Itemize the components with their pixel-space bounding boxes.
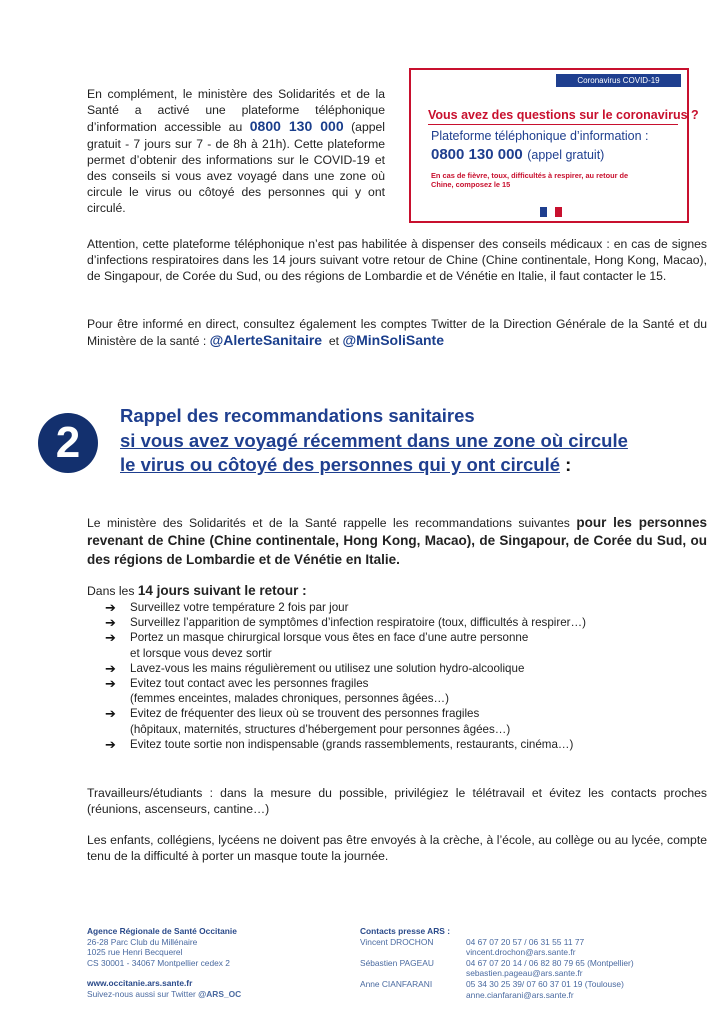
footer-address-line1: 26-28 Parc Club du Millénaire — [87, 936, 198, 947]
workers-paragraph: Travailleurs/étudiants : dans la mesure du possible, privilégiez le télétravail et évitez les contacts proches (réunions, ascenseurs, cantine…) — [87, 786, 707, 817]
intro-paragraph — [87, 86, 385, 217]
arrow-right-icon: ➔ — [105, 600, 116, 615]
recommendation-text: Evitez de fréquenter des lieux où se trouvent des personnes fragiles (hôpitaux, maternités, structures d’hébergement pour personnes âgées…) — [130, 707, 511, 736]
footer-twitter-prefix: Suivez-nous aussi sur Twitter — [87, 988, 199, 999]
arrow-right-icon: ➔ — [105, 706, 116, 722]
twitter-and: et — [328, 334, 340, 349]
recommendations-list — [105, 600, 665, 752]
footer-agency — [87, 926, 317, 1000]
flag-stripe-red — [555, 207, 562, 217]
footer-address-line2: 1025 rue Henri Becquerel — [87, 947, 183, 958]
hotline-number: 0800 130 000 — [249, 118, 344, 135]
recommendation-item — [105, 661, 665, 676]
recommendation-item — [105, 706, 665, 736]
infobox-question: Vous avez des questions sur le coronavirus ? — [428, 108, 699, 122]
recommendation-text: Portez un masque chirurgical lorsque vous êtes en face d’une autre personne et lorsque vous devez sortir — [130, 631, 529, 660]
section-title-colon: : — [565, 454, 572, 475]
recommendation-item — [105, 737, 665, 752]
footer-address-line3: CS 30001 - 34067 Montpellier cedex 2 — [87, 957, 230, 968]
children-paragraph: Les enfants, collégiens, lycéens ne doivent pas être envoyés à la crèche, à l’école, au collège ou au lycée, compte tenu de la difficulté à porter un masque toute la journée. — [87, 833, 707, 864]
contact-name: Anne CIANFARANI — [360, 978, 433, 989]
recommendation-text: Lavez-vous les mains régulièrement ou utilisez une solution hydro-alcoolique — [130, 661, 525, 675]
recommendation-text: Surveillez votre température 2 fois par jour — [130, 601, 349, 614]
attention-paragraph: Attention, cette plateforme téléphonique n’est pas habilitée à dispenser des conseils médicaux : en cas de signes d’infections respiratoires dans les 14 jours suivant votre retour de Chine (Chine continentale, Hong Kong, Macao), de Singapour, de Corée du Sud, ou des régions de Lombardie et de Vénétie en Italie, il faut contacter le 15. — [87, 237, 707, 284]
arrow-right-icon: ➔ — [105, 660, 116, 676]
footer-org-name: Agence Régionale de Santé Occitanie — [87, 926, 237, 936]
hotline-info-box — [409, 68, 699, 223]
recommendation-item — [105, 676, 665, 706]
infobox-emergency-note: En cas de fièvre, toux, difficultés à respirer, au retour de Chine, composez le 15 — [431, 171, 629, 190]
days-heading — [87, 583, 707, 599]
days-bold: 14 jours suivant le retour : — [137, 583, 307, 598]
recommendation-bold: pour les personnes revenant de Chine (Chine continentale, Hong Kong, Macao), de Singapour, de Corée du Sud, ou des régions de Lombardie et de Vénétie en Italie. — [87, 515, 707, 567]
infobox-number-line — [431, 146, 604, 164]
flag-stripe-white — [547, 207, 554, 217]
recommendation-item — [105, 600, 665, 615]
recommendation-text: Evitez toute sortie non indispensable (grands rassemblements, restaurants, cinéma…) — [130, 737, 574, 751]
section-title — [120, 404, 680, 478]
arrow-right-icon: ➔ — [105, 676, 116, 692]
intro-text-after: (appel gratuit - 7 jours sur 7 - de 8h à 21h). Cette plateforme permet d’obtenir des informations sur le COVID-19 et des conseils si vous avez voyagé dans une zone où circule le virus ou côtoyé des personnes qui y ont circulé. — [87, 120, 386, 216]
contact-email[interactable]: vincent.drochon@ars.sante.fr — [466, 947, 576, 958]
footer-website-link[interactable]: www.occitanie.ars.sante.fr — [87, 978, 193, 989]
twitter-paragraph — [87, 316, 707, 349]
contact-email[interactable]: anne.cianfarani@ars.sante.fr — [466, 989, 574, 1000]
infobox-number-note: (appel gratuit) — [527, 148, 605, 162]
recommendation-item — [105, 615, 665, 630]
footer-twitter-handle[interactable]: @ARS_OC — [198, 988, 242, 999]
section-title-line3: le virus ou côtoyé des personnes qui y ont circulé — [120, 454, 561, 475]
twitter-handle-alerte[interactable]: @AlerteSanitaire — [209, 332, 323, 349]
twitter-handle-minsoli[interactable]: @MinSoliSante — [342, 332, 445, 349]
infobox-subtitle: Plateforme téléphonique d’information : — [431, 129, 649, 143]
intro-text-before: En complément, le ministère des Solidarités et de la Santé a activé une plateforme téléphonique d’information accessible au — [87, 87, 385, 135]
recommendation-text: Evitez tout contact avec les personnes fragiles (femmes enceintes, malades chroniques, personnes âgées…) — [130, 677, 449, 706]
contact-phone: 04 67 07 20 57 / 06 31 55 11 77 — [466, 936, 585, 947]
recommendation-text: Le ministère des Solidarités et de la Santé rappelle les recommandations suivantes — [87, 516, 577, 530]
footer-twitter-line — [87, 989, 317, 1000]
recommendation-item — [105, 630, 665, 660]
section-title-line1: Rappel des recommandations sanitaires — [120, 405, 475, 426]
contact-email[interactable]: sebastien.pageau@ars.sante.fr — [466, 968, 583, 979]
arrow-right-icon: ➔ — [105, 736, 116, 752]
infobox-divider — [428, 124, 678, 125]
recommendation-paragraph — [87, 514, 707, 569]
twitter-text: Pour être informé en direct, consultez également les comptes Twitter de la Direction Générale de la Santé et du Ministère de la santé : — [87, 317, 707, 349]
recommendation-text: Surveillez l’apparition de symptômes d’infection respiratoire (toux, difficultés à respirer…) — [130, 616, 586, 630]
footer-contact-names — [360, 926, 460, 990]
arrow-right-icon: ➔ — [105, 630, 116, 646]
days-prefix: Dans les — [87, 584, 138, 598]
contact-name: Vincent DROCHON — [360, 936, 434, 947]
footer-contacts-title: Contacts presse ARS : — [360, 926, 450, 936]
section-number-badge: 2 — [38, 413, 98, 473]
arrow-right-icon: ➔ — [105, 615, 116, 631]
contact-name: Sébastien PAGEAU — [360, 957, 434, 968]
footer-contact-details — [466, 926, 716, 1000]
infobox-band-label: Coronavirus COVID-19 — [556, 74, 681, 87]
flag-stripe-blue — [540, 207, 547, 217]
contact-phone: 04 67 07 20 14 / 06 82 80 79 65 (Montpellier) — [466, 957, 634, 968]
french-flag-icon — [540, 207, 562, 217]
contact-phone: 05 34 30 25 39/ 07 60 37 01 19 (Toulouse) — [466, 978, 624, 989]
section-title-line2: si vous avez voyagé récemment dans une zone où circule — [120, 429, 628, 451]
infobox-number: 0800 130 000 — [431, 146, 523, 163]
